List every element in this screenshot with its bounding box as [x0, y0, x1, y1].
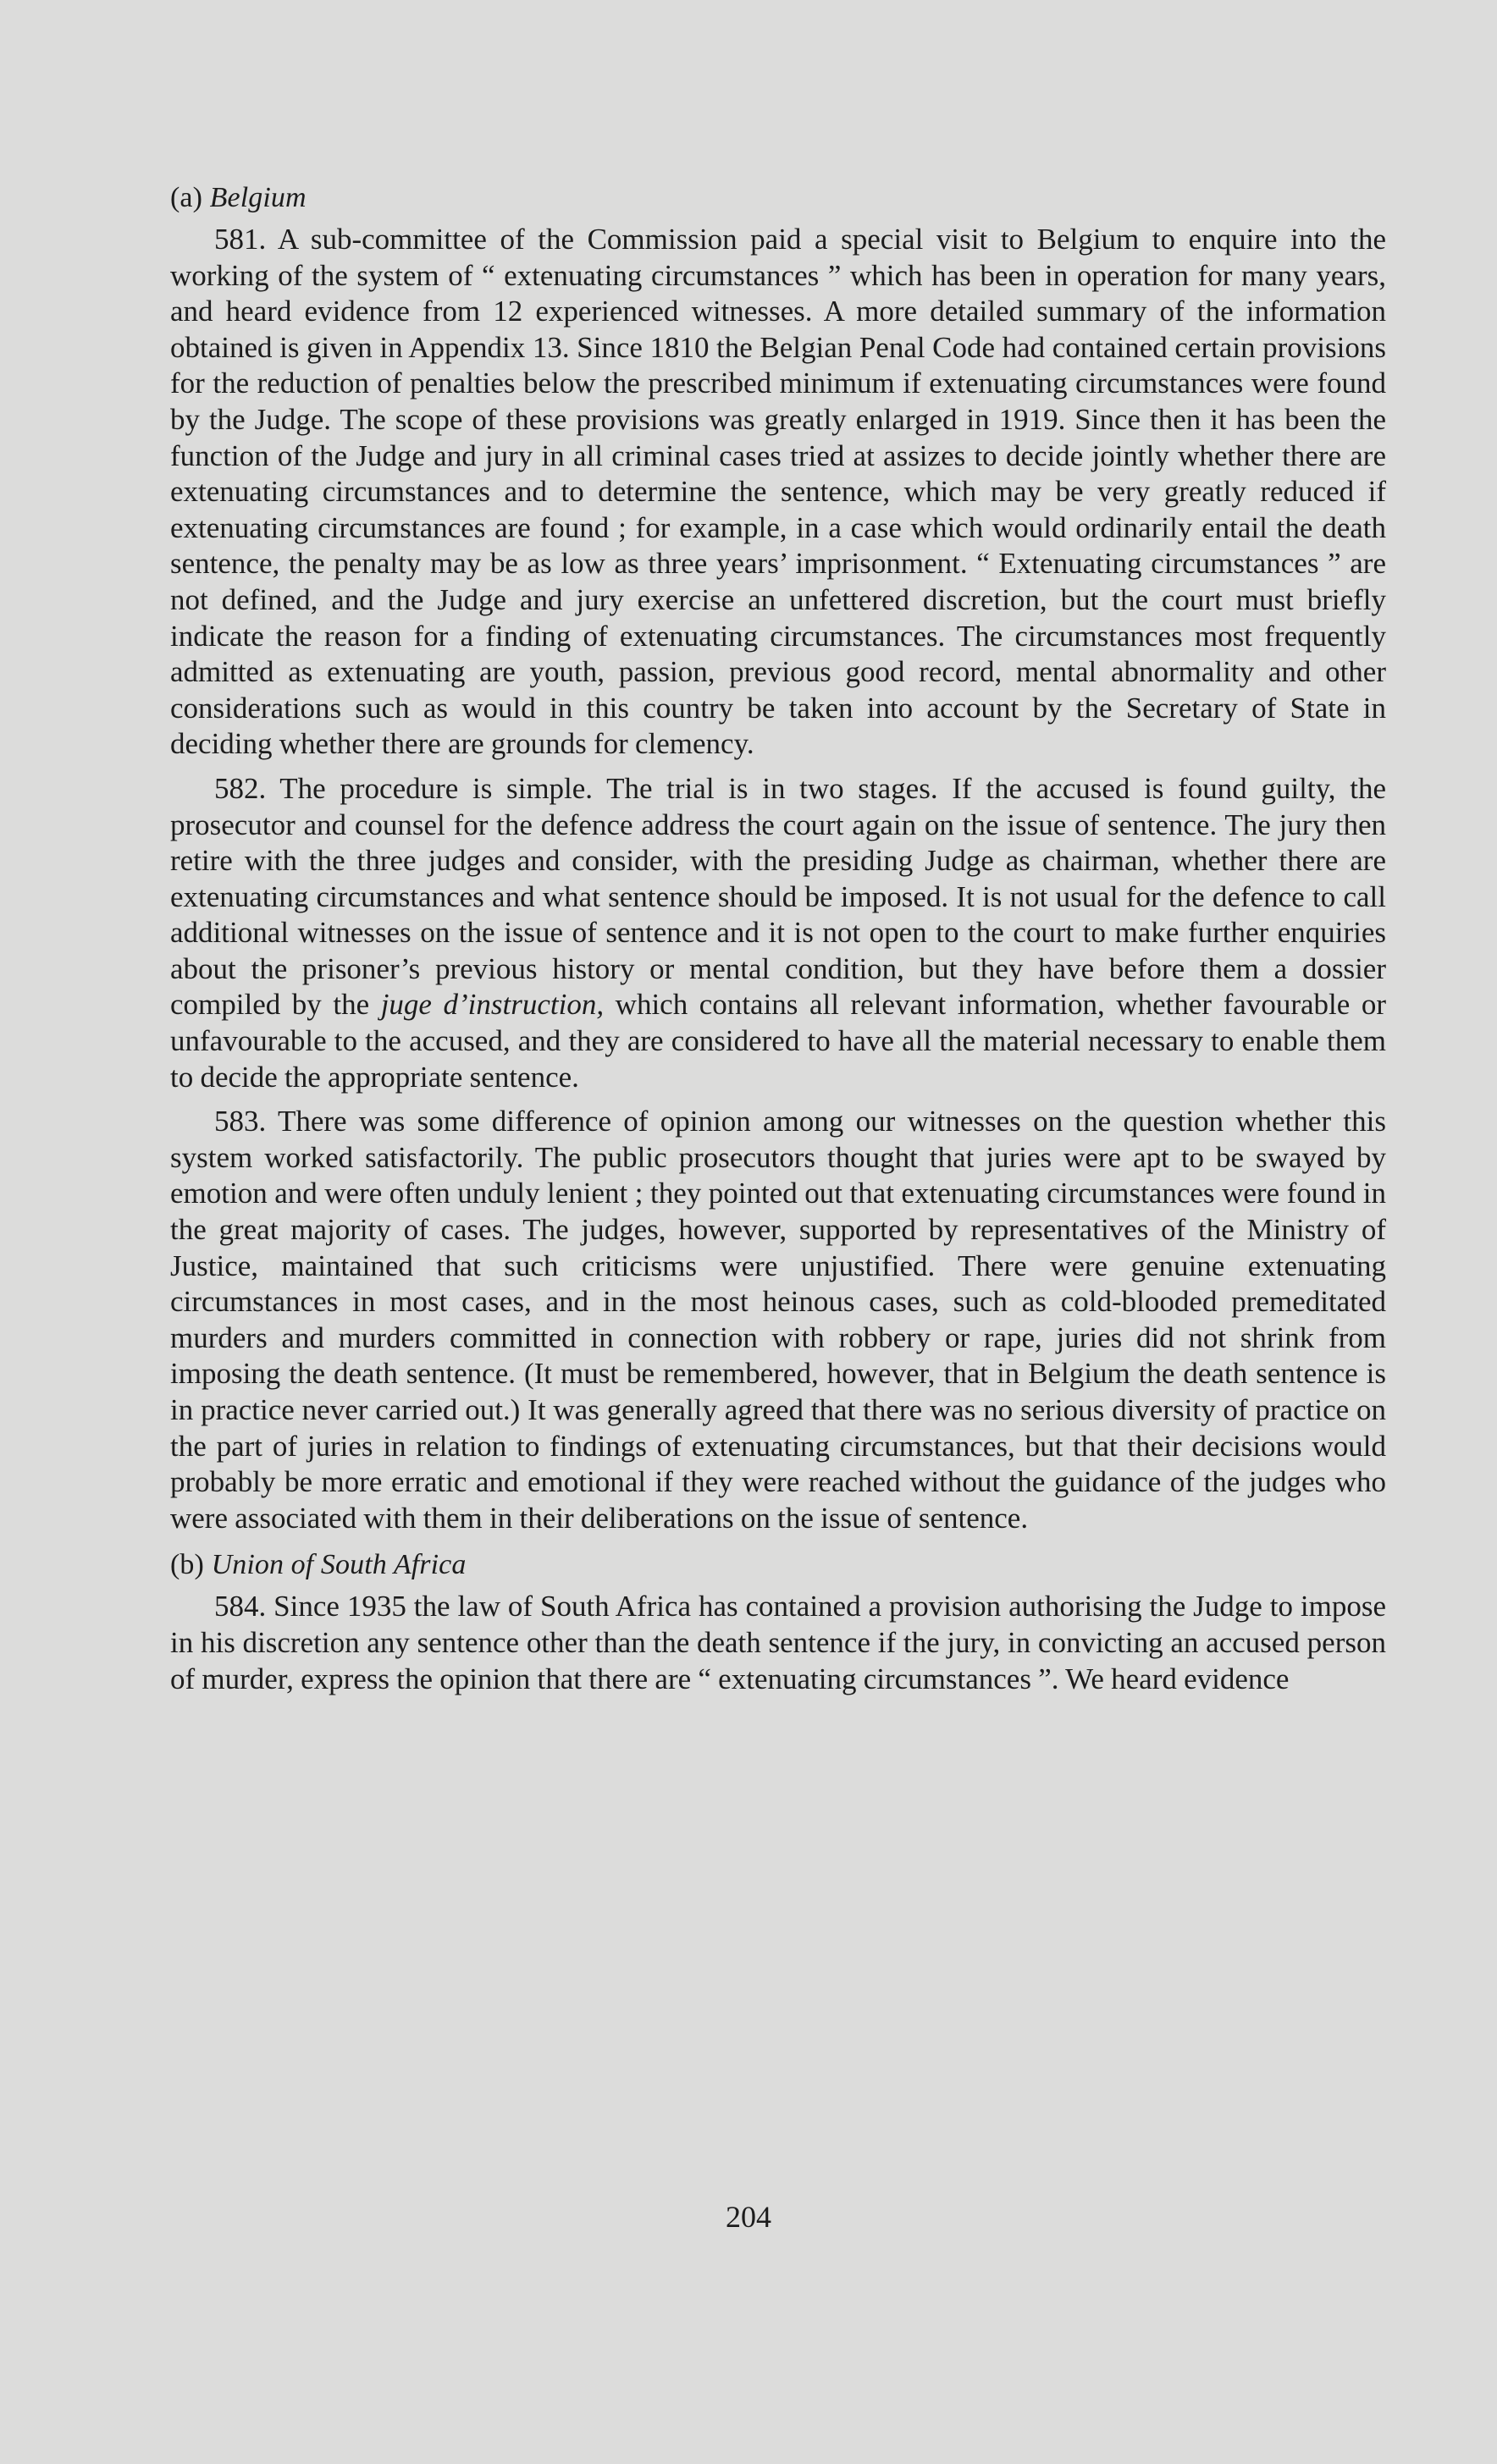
- section-title: Belgium: [209, 182, 307, 213]
- paragraph-number: 582.: [214, 771, 267, 805]
- section-title: Union of South Africa: [211, 1549, 467, 1581]
- paragraph-number: 581.: [214, 223, 267, 256]
- document-page: [170, 179, 1386, 1706]
- paragraph-text: A sub-committee of the Commission paid a special visit to Belgium to enquire into the working of the system of “ extenuating circumstances ” which has been in operation for many years, and heard evidence from 12 experienced witnesses. A more detailed summary of the information obtained is given in Appendix 13. Since 1810 the Belgian Penal Code had contained certain provisions for the reduction of penalties below the prescribed minimum if extenuating circumstances were found by the Judge. The scope of these provisions was greatly enlarged in 1919. Since then it has been the function of the Judge and jury in all criminal cases tried at assizes to decide jointly whether there are extenuating circumstances and to determine the sentence, which may be very greatly reduced if extenuating circumstances are found ; for example, in a case which would ordinarily entail the death sentence, the penalty may be as low as three years’ imprisonment. “ Extenuating circumstances ” are not defined, and the Judge and jury exercise an unfettered discretion, but the court must briefly indicate the reason for a finding of extenuating circumstances. The circumstances most frequently admitted as extenuating are youth, passion, previous good record, mental abnormality and other considerations such as would in this country be taken into account by the Secretary of State in deciding whether there are grounds for clemency.: [170, 223, 1386, 761]
- paragraph-number: 583.: [214, 1105, 267, 1138]
- paragraph-number: 584.: [214, 1590, 267, 1623]
- paragraph-581: [170, 222, 1386, 763]
- section-label: (a): [170, 182, 203, 213]
- paragraph-text: There was some difference of opinion among our witnesses on the question whether this system worked satisfactorily. The public prosecutors thought that juries were apt to be swayed by emotion and were often unduly lenient ; they pointed out that extenuating circumstances were found in the great majority of cases. The judges, however, supported by representatives of the Ministry of Justice, maintained that such criticisms were unjustified. There were genuine extenuating circumstances in most cases, and in the most heinous cases, such as cold-blooded premeditated murders and murders committed in connection with robbery or rape, juries did not shrink from imposing the death sentence. (It must be remembered, however, that in Belgium the death sentence is in practice never carried out.) It was generally agreed that there was no serious diversity of practice on the part of juries in relation to findings of extenuating circumstances, but that their decisions would probably be more erratic and emotional if they were reached without the guidance of the judges who were associated with them in their deliberations on the issue of sentence.: [170, 1105, 1386, 1535]
- section-heading-south-africa: [170, 1546, 1386, 1584]
- paragraph-text: Since 1935 the law of South Africa has contained a provision authorising the Judge to impose in his discretion any sentence other than the death sentence if the jury, in convicting an accused person of murder, express the opinion that there are “ extenuating circumstances ”. We heard evidence: [170, 1590, 1386, 1695]
- paragraph-583: [170, 1104, 1386, 1536]
- paragraph-text: The procedure is simple. The trial is in two stages. If the accused is found guilty, the prosecutor and counsel for the defence address the court again on the issue of sentence. The jury then retire with the three judges and consider, with the presiding Judge as chairman, whether there are extenuating circumstances and what sentence should be imposed. It is not usual for the defence to call additional witnesses on the issue of sentence and it is not open to the court to make further enquiries about the prisoner’s previous history or mental condition, but they have before them a dossier compiled by the: [170, 771, 1386, 1022]
- paragraph-text-continued: which contains all relevant information, whether favourable or unfavourable to the accused, and they are considered to have all the material necessary to enable them to decide the appropriate sentence.: [170, 988, 1386, 1094]
- page-number: 204: [726, 2200, 771, 2234]
- section-heading-belgium: [170, 179, 1386, 217]
- section-label: (b): [170, 1549, 204, 1581]
- paragraph-italic-term: juge d’instruction,: [380, 988, 605, 1022]
- paragraph-584: [170, 1589, 1386, 1697]
- paragraph-582: [170, 771, 1386, 1095]
